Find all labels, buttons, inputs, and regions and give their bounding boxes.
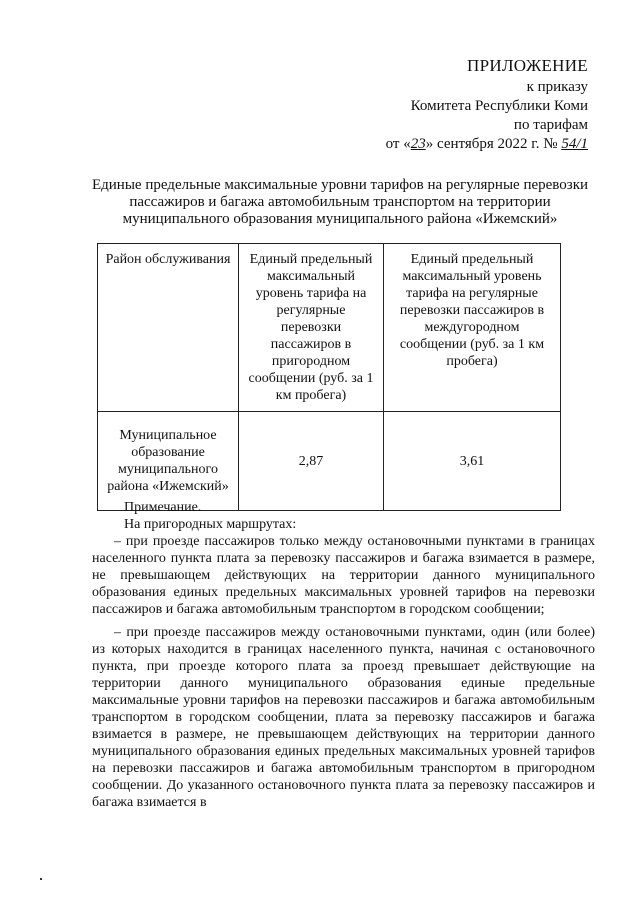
notes-section	[92, 499, 595, 811]
table-header-row	[98, 244, 561, 412]
appendix-title: ПРИЛОЖЕНИЕ	[467, 56, 588, 75]
appendix-line-2: Комитета Республики Коми	[410, 98, 588, 114]
header-intercity-tariff: Единый предельный максимальный уровень тарифа на регулярные перевозки пассажиров в междугородном сообщении (руб. за 1 км пробега)	[384, 244, 561, 412]
appendix-line-1: к приказу	[526, 79, 588, 95]
notes-item-1: – при проезде пассажиров только между остановочными пунктами в границах населенного пункта плата за перевозку пассажиров и багажа взимается в размере, не превышающем действующих на территории данного муниципального образования единых предельных максимальных уровней тарифов на перевозки пассажиров и багажа автомобильным транспортом в городском сообщении;	[92, 534, 595, 617]
cell-suburban-tariff: 2,87	[239, 412, 384, 511]
notes-heading: Примечание.	[124, 500, 202, 515]
scan-speck	[40, 878, 42, 880]
header-suburban-tariff: Единый предельный максимальный уровень тарифа на регулярные перевозки пассажиров в пригородном сообщении (руб. за 1 км пробега)	[239, 244, 384, 412]
notes-subheading: На пригородных маршрутах:	[124, 517, 297, 532]
notes-item-2: – при проезде пассажиров между остановочными пунктами, один (или более) из которых находится в границах населенного пункта, начиная с остановочного пункта, при проезде которого плата за проезд превышает действующие на территории данного муниципального образования единые предельные максимальные уровни тарифов на перевозки пассажиров и багажа автомобильным транспортом в городском сообщении, плата за перевозку пассажиров и багажа взимается в размере, не превышающем действующих на территории данного муниципального образования единых предельных максимальных уровней тарифов на перевозки пассажиров и багажа автомобильным транспортом в пригородном сообщении. До указанного остановочного пункта плата за перевозку пассажиров и багажа взимается в	[92, 625, 595, 810]
appendix-header	[386, 56, 588, 154]
appendix-line-3: по тарифам	[513, 117, 588, 133]
date-rest: » сентября 2022 г. №	[425, 136, 558, 152]
date-prefix: от «	[385, 136, 411, 152]
cell-service-area: Муниципальное образование муниципального района «Ижемский»	[98, 412, 239, 511]
order-date-line	[386, 135, 588, 154]
table-row	[98, 412, 561, 511]
document-title: Единые предельные максимальные уровни тарифов на регулярные перевозки пассажиров и багажа автомобильным транспортом на территории муниципального образования муниципального района «Ижемский»	[91, 177, 589, 227]
order-number: 54/1	[561, 136, 588, 152]
date-day: 23	[410, 136, 426, 152]
cell-intercity-tariff: 3,61	[384, 412, 561, 511]
tariff-table	[97, 243, 561, 511]
header-service-area: Район обслуживания	[98, 244, 239, 412]
